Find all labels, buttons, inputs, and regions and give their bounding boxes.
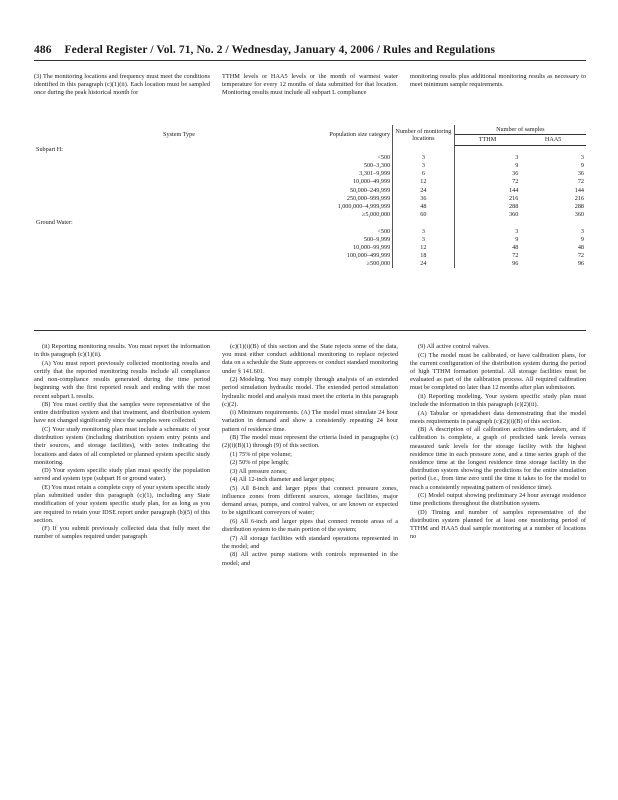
tthm-cell: 3 [515, 153, 519, 161]
col-header-haa5: HAA5 [520, 135, 586, 145]
locations-cell: 12 [393, 178, 454, 186]
type-cell [34, 252, 324, 260]
locations-cell: 3 [393, 235, 454, 243]
paragraph: (D) Timing and number of samples representative of the distribution system planned for at least one monitoring period of TTHM and HAA5 dual sample monitoring at a number of locations no [410, 508, 586, 541]
paragraph: (C) Your study monitoring plan must include a schematic of your distribution system (including distribution system entry points and their sources, and storage facilities), with notes indicating the locations and dates of all completed or planned system specific study monitoring. [34, 425, 210, 466]
table-row [34, 162, 586, 170]
population-cell: <500 [324, 227, 393, 235]
table-row [34, 170, 586, 178]
tthm-cell: 36 [512, 170, 519, 178]
type-cell [34, 154, 324, 162]
col-header-population: Population size category [324, 125, 393, 145]
haa5-cell: 144 [574, 186, 584, 194]
type-cell [34, 211, 324, 219]
population-cell: <500 [324, 154, 393, 162]
paragraph: (3) All pressure zones; [230, 467, 287, 475]
table-bottom-rule [34, 330, 586, 331]
haa5-cell: 9 [580, 235, 584, 243]
type-cell [34, 194, 324, 202]
text-column-3 [410, 343, 586, 568]
locations-cell: 6 [393, 170, 454, 178]
tthm-cell: 144 [509, 186, 519, 194]
type-cell [34, 186, 324, 194]
locations-cell: 36 [393, 194, 454, 202]
population-cell: 50,000–249,999 [324, 186, 393, 194]
locations-cell: 48 [393, 203, 454, 211]
tthm-cell: 216 [509, 194, 519, 202]
tthm-cell: 48 [512, 243, 519, 251]
table-row [34, 244, 586, 252]
locations-cell: 24 [393, 260, 454, 268]
table-row [34, 186, 586, 194]
paragraph: (i) Minimum requirements. (A) The model must simulate 24 hour variation in demand and show a consistently repeating 24 hour pattern of residence time. [222, 409, 398, 433]
paragraph: (9) All active control valves. [418, 343, 490, 350]
paragraph: (C) Model output showing preliminary 24 hour average residence time predictions throughout the distribution system. [410, 492, 586, 508]
paragraph: (8) All active pump stations with controls represented in the model; and [222, 551, 398, 567]
paragraph: (5) All 8-inch and larger pipes that connect pressure zones, influence zones from different sources, storage facilities, major demand areas, pumps, and control valves, or are known or expected to be significant conveyors of water; [222, 484, 398, 517]
type-cell [34, 170, 324, 178]
text-column-2 [222, 73, 398, 98]
sample-schedule-table [34, 125, 586, 268]
locations-cell: 60 [393, 211, 454, 219]
table-group-row [34, 145, 586, 153]
locations-cell: 24 [393, 186, 454, 194]
header-rule [34, 60, 586, 61]
population-cell: 1,000,000–4,999,999 [324, 203, 393, 211]
col-header-system-type: System Type [163, 131, 195, 139]
population-cell: 10,000–99,999 [324, 244, 393, 252]
tthm-cell: 360 [509, 211, 519, 219]
table-row [34, 211, 586, 219]
bottom-text-columns [34, 343, 586, 568]
paragraph: (A) Tabular or spreadsheet data demonstrating that the model meets requirements in paragraph (c)(2)(i)(B) of this section. [410, 409, 586, 425]
haa5-cell: 288 [574, 203, 584, 211]
paragraph: (2) Modeling. You may comply through analysis of an extended period simulation hydraulic model. The extended period simulation hydraulic model and analysis must meet the criteria in this paragraph (c)(2). [222, 376, 398, 408]
table-row [34, 178, 586, 186]
tthm-cell: 9 [515, 235, 519, 243]
haa5-cell: 36 [577, 170, 584, 178]
haa5-cell: 3 [580, 227, 584, 235]
haa5-cell: 72 [577, 178, 584, 186]
table-row [34, 235, 586, 243]
paragraph: (E) You must retain a complete copy of your system specific study plan submitted under this paragraph (c)(1), including any State modification of your system specific study plan, for as long as you are required to retain your IDSE report under paragraph (b)(5) of this section. [34, 483, 210, 524]
text-column-1 [34, 73, 210, 98]
table-row [34, 154, 586, 162]
haa5-cell: 216 [574, 194, 584, 202]
population-cell: 250,000–999,999 [324, 194, 393, 202]
locations-cell: 18 [393, 252, 454, 260]
locations-cell: 3 [393, 227, 454, 235]
paragraph: (A) You must report previously collected monitoring results and certify that the reported monitoring results include all compliance and non-compliance results generated during the time period beginning with the first reported result and ending with the most recent subpart L results. [34, 359, 210, 400]
paragraph: (B) You must certify that the samples were representative of the entire distribution system and that treatment, and distribution system have not changed significantly since the samples were collected. [34, 401, 210, 425]
haa5-cell: 3 [580, 153, 584, 161]
haa5-cell: 360 [574, 211, 584, 219]
haa5-cell: 48 [577, 243, 584, 251]
type-cell [34, 203, 324, 211]
tthm-cell: 72 [512, 178, 519, 186]
population-cell: ≥500,000 [324, 260, 393, 268]
tthm-cell: 288 [509, 203, 519, 211]
tthm-cell: 9 [515, 162, 519, 170]
population-cell: 100,000–499,999 [324, 252, 393, 260]
col-header-tthm: TTHM [454, 135, 520, 145]
population-cell: 500–3,300 [324, 162, 393, 170]
paragraph: (D) Your system specific study plan must specify the population served and system type (subpart H or ground water). [34, 467, 210, 483]
text-column-3 [410, 73, 586, 98]
paragraph: (B) A description of all calibration activities undertaken, and if calibration is complete, a graph of predicted tank levels versus measured tank levels for the storage facility with the highest residence time in each pressure zone, and a time series graph of the residence time at the longest residence time storage facility in the distribution system showing the predictions for the entire simulation period (i.e., from time zero until the time it takes to for the model to reach a consistently repeating pattern of residence time). [410, 426, 586, 491]
table-row [34, 194, 586, 202]
table-group-row [34, 219, 586, 227]
paragraph: (1) 75% of pipe volume; [230, 450, 292, 458]
paragraph: (3) The monitoring locations and frequency must meet the conditions identified in this paragraph (c)(1)(ii). Each location must be sampled once during the peak historical month for [34, 73, 210, 97]
paragraph: (ii) Reporting monitoring results. You must report the information in this paragraph (c)(1)(ii). [34, 343, 210, 359]
population-cell: 10,000–49,999 [324, 178, 393, 186]
top-text-columns [34, 73, 586, 98]
system-type-label: Subpart H: [36, 145, 63, 153]
table-row [34, 203, 586, 211]
haa5-cell: 72 [577, 252, 584, 260]
tthm-cell: 72 [512, 252, 519, 260]
paragraph: (4) All 12-inch diameter and larger pipes; [230, 476, 335, 484]
haa5-cell: 9 [580, 162, 584, 170]
locations-cell: 12 [393, 244, 454, 252]
paragraph: (7) All storage facilities with standard operations represented in the model; and [222, 534, 398, 550]
type-cell [34, 178, 324, 186]
haa5-cell: 96 [577, 260, 584, 268]
locations-cell: 3 [393, 154, 454, 162]
page-header [34, 44, 586, 56]
tthm-cell: 3 [515, 227, 519, 235]
type-cell [34, 244, 324, 252]
table-row [34, 227, 586, 235]
system-type-label: Ground Water: [36, 219, 73, 227]
table-row [34, 260, 586, 268]
table-row [34, 252, 586, 260]
paragraph: (ii) Reporting modeling. Your system specific study plan must include the information in this paragraph (c)(2)(ii). [410, 392, 586, 409]
tthm-cell: 96 [512, 260, 519, 268]
population-cell: ≥5,000,000 [324, 211, 393, 219]
running-title: Federal Register / Vol. 71, No. 2 / Wednesday, January 4, 2006 / Rules and Regulations [64, 44, 496, 56]
type-cell [34, 260, 324, 268]
paragraph: (c)(1)(i)(B) of this section and the State rejects some of the data, you must either conduct additional monitoring to replace rejected data on a schedule the State approves or conduct standard monitoring under § 141.601. [222, 343, 398, 375]
col-header-samples: Number of samples [454, 125, 586, 135]
table-body [34, 145, 586, 268]
type-cell [34, 227, 324, 235]
paragraph: (6) All 6-inch and larger pipes that connect remote areas of a distribution system to the main portion of the system; [222, 517, 398, 534]
population-cell: 500–9,999 [324, 235, 393, 243]
type-cell [34, 235, 324, 243]
paragraph: TTHM levels or HAA5 levels or the month of warmest water temperature for every 12 months of data submitted for that location. Monitoring results must include all subpart L compliance [222, 73, 398, 97]
paragraph: (F) If you submit previously collected data that fully meet the number of samples required under paragraph [34, 525, 210, 541]
locations-cell: 3 [393, 162, 454, 170]
paragraph: (C) The model must be calibrated, or have calibration plans, for the current configuration of the distribution system during the period of high TTHM formation potential. All storage facilities must be evaluated as part of the calibration process. All required calibration must be completed no later than 12 months after plan submission. [410, 351, 586, 392]
text-column-2 [222, 343, 398, 568]
page-number: 486 [34, 44, 52, 56]
population-cell: 3,301–9,999 [324, 170, 393, 178]
paragraph: monitoring results plus additional monitoring results as necessary to meet minimum sample requirements. [410, 73, 586, 89]
text-column-1 [34, 343, 210, 568]
paragraph: (2) 50% of pipe length; [230, 459, 289, 467]
paragraph: (B) The model must represent the criteria listed in paragraphs (c)(2)(i)(B)(1) through (9) of this section. [222, 434, 398, 450]
col-header-locations: Number of monitoring locations [393, 125, 454, 145]
type-cell [34, 162, 324, 170]
